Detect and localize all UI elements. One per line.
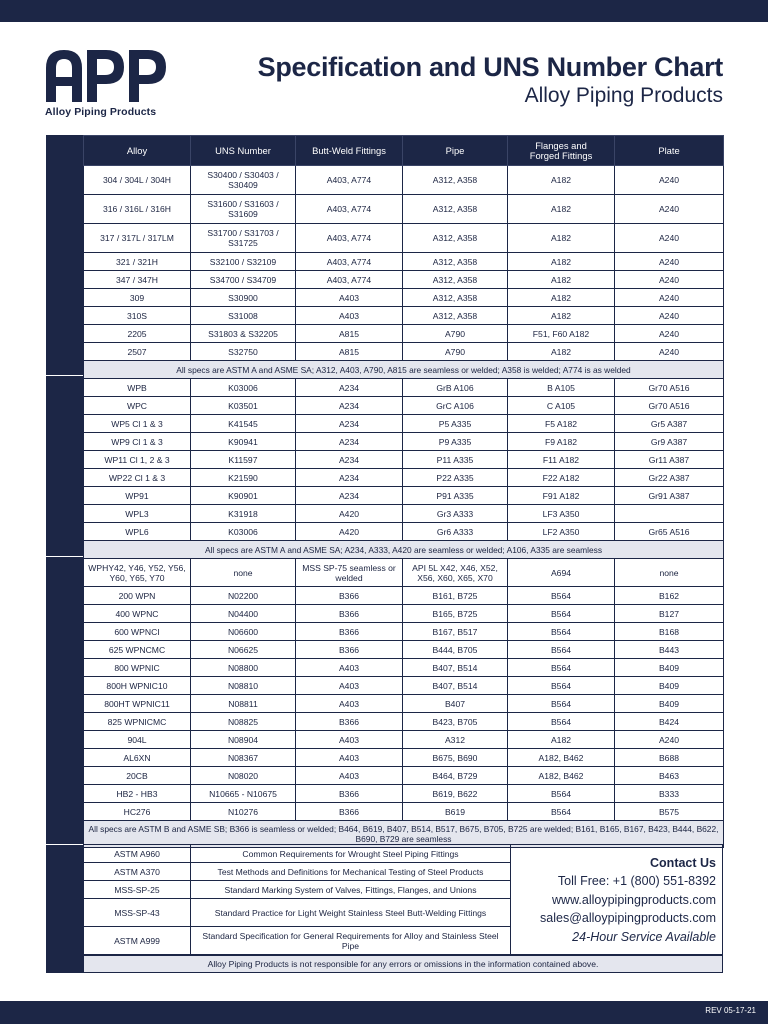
cell-flanges: A182: [508, 271, 615, 289]
cell-pipe: A790: [403, 325, 508, 343]
cell-flanges: B564: [508, 713, 615, 731]
contact-website[interactable]: www.alloypipingproducts.com: [552, 892, 716, 907]
cell-plate: A240: [615, 343, 724, 361]
table-note: All specs are ASTM A and ASME SA; A234, A333, A420 are seamless or welded; A106, A335 are seamless: [84, 541, 724, 559]
cell-pipe: B464, B729: [403, 767, 508, 785]
cell-uns: S32100 / S32109: [191, 253, 296, 271]
table-row: [84, 767, 724, 785]
cell-flanges: F5 A182: [508, 415, 615, 433]
cell-buttweld: A403, A774: [296, 195, 403, 224]
cell-buttweld: A403: [296, 307, 403, 325]
cell-alloy: 200 WPN: [84, 587, 191, 605]
cell-buttweld: A403, A774: [296, 253, 403, 271]
table-row: [84, 271, 724, 289]
cell-plate: B127: [615, 605, 724, 623]
col-header-plate: Plate: [615, 136, 724, 166]
logo-tagline: Alloy Piping Products: [45, 106, 157, 118]
cell-flanges: F9 A182: [508, 433, 615, 451]
standard-row: [84, 863, 511, 881]
table-row: [84, 307, 724, 325]
standard-row: [84, 881, 511, 899]
page-subtitle: Alloy Piping Products: [524, 84, 723, 107]
cell-pipe: GrC A106: [403, 397, 508, 415]
cell-alloy: 321 / 321H: [84, 253, 191, 271]
cell-plate: B333: [615, 785, 724, 803]
cell-uns: K21590: [191, 469, 296, 487]
cell-plate: A240: [615, 289, 724, 307]
cell-buttweld: MSS SP-75 seamless or welded: [296, 559, 403, 587]
table-row: [84, 677, 724, 695]
table-row: [84, 641, 724, 659]
cell-alloy: 904L: [84, 731, 191, 749]
cell-uns: N06625: [191, 641, 296, 659]
standard-description: Standard Specification for General Requirements for Alloy and Stainless Steel Pipe: [191, 927, 511, 955]
cell-buttweld: A234: [296, 469, 403, 487]
standard-code: MSS-SP-25: [84, 881, 191, 899]
cell-uns: N02200: [191, 587, 296, 605]
strip-divider: [46, 844, 83, 845]
cell-flanges: B564: [508, 587, 615, 605]
cell-plate: B688: [615, 749, 724, 767]
cell-alloy: WPL6: [84, 523, 191, 541]
cell-pipe: P91 A335: [403, 487, 508, 505]
cell-pipe: API 5L X42, X46, X52, X56, X60, X65, X70: [403, 559, 508, 587]
cell-buttweld: A420: [296, 505, 403, 523]
cell-plate: B168: [615, 623, 724, 641]
cell-uns: S30900: [191, 289, 296, 307]
cell-flanges: B564: [508, 677, 615, 695]
cell-buttweld: A234: [296, 415, 403, 433]
table-row: [84, 166, 724, 195]
contact-heading: Contact Us: [650, 856, 716, 870]
cell-pipe: B407, B514: [403, 659, 508, 677]
cell-buttweld: B366: [296, 641, 403, 659]
cell-uns: K03006: [191, 379, 296, 397]
cell-pipe: P22 A335: [403, 469, 508, 487]
cell-pipe: P9 A335: [403, 433, 508, 451]
cell-buttweld: A234: [296, 379, 403, 397]
cell-buttweld: B366: [296, 713, 403, 731]
cell-uns: N08811: [191, 695, 296, 713]
col-header-uns: UNS Number: [191, 136, 296, 166]
cell-alloy: AL6XN: [84, 749, 191, 767]
cell-alloy: 2205: [84, 325, 191, 343]
cell-buttweld: A403, A774: [296, 224, 403, 253]
cell-pipe: A312, A358: [403, 224, 508, 253]
cell-plate: B409: [615, 659, 724, 677]
cell-alloy: 2507: [84, 343, 191, 361]
cell-uns: none: [191, 559, 296, 587]
cell-plate: Gr70 A516: [615, 379, 724, 397]
cell-alloy: 400 WPNC: [84, 605, 191, 623]
strip-divider: [46, 556, 83, 557]
table-row: [84, 224, 724, 253]
cell-uns: K90941: [191, 433, 296, 451]
cell-pipe: A312, A358: [403, 253, 508, 271]
cell-flanges: B564: [508, 695, 615, 713]
cell-buttweld: B366: [296, 605, 403, 623]
cell-buttweld: A815: [296, 343, 403, 361]
cell-uns: N08800: [191, 659, 296, 677]
cell-flanges: A182: [508, 731, 615, 749]
cell-buttweld: B366: [296, 803, 403, 821]
col-header-alloy: Alloy: [84, 136, 191, 166]
left-navy-strip: [46, 135, 83, 973]
table-row: [84, 731, 724, 749]
bottom-banner: [0, 1001, 768, 1024]
standard-row: [84, 845, 511, 863]
revision-label: REV 05-17-21: [705, 1006, 756, 1015]
cell-flanges: B564: [508, 623, 615, 641]
cell-buttweld: A403: [296, 659, 403, 677]
cell-alloy: 317 / 317L / 317LM: [84, 224, 191, 253]
cell-pipe: B423, B705: [403, 713, 508, 731]
cell-uns: N08810: [191, 677, 296, 695]
table-row: [84, 415, 724, 433]
standard-code: ASTM A370: [84, 863, 191, 881]
cell-flanges: B A105: [508, 379, 615, 397]
table-row: [84, 325, 724, 343]
cell-alloy: 304 / 304L / 304H: [84, 166, 191, 195]
cell-buttweld: B366: [296, 587, 403, 605]
cell-plate: A240: [615, 325, 724, 343]
cell-plate: B463: [615, 767, 724, 785]
header-row: [84, 136, 724, 166]
cell-buttweld: A403, A774: [296, 166, 403, 195]
cell-plate: Gr65 A516: [615, 523, 724, 541]
cell-alloy: 347 / 347H: [84, 271, 191, 289]
table-row: [84, 505, 724, 523]
cell-alloy: 316 / 316L / 316H: [84, 195, 191, 224]
cell-uns: S31008: [191, 307, 296, 325]
cell-alloy: WP11 Cl 1, 2 & 3: [84, 451, 191, 469]
cell-buttweld: B366: [296, 785, 403, 803]
cell-uns: K11597: [191, 451, 296, 469]
cell-pipe: B165, B725: [403, 605, 508, 623]
cell-pipe: A312: [403, 731, 508, 749]
cell-buttweld: A403: [296, 695, 403, 713]
cell-pipe: B444, B705: [403, 641, 508, 659]
table-note: All specs are ASTM A and ASME SA; A312, A403, A790, A815 are seamless or welded; A358 is welded; A774 is as welded: [84, 361, 724, 379]
standard-description: Standard Marking System of Valves, Fittings, Flanges, and Unions: [191, 881, 511, 899]
cell-uns: K03006: [191, 523, 296, 541]
cell-uns: K90901: [191, 487, 296, 505]
cell-plate: Gr5 A387: [615, 415, 724, 433]
cell-pipe: A312, A358: [403, 307, 508, 325]
standards-table: [83, 844, 511, 955]
cell-plate: Gr11 A387: [615, 451, 724, 469]
cell-plate: B575: [615, 803, 724, 821]
cell-pipe: B407: [403, 695, 508, 713]
cell-flanges: A182: [508, 343, 615, 361]
table-row: [84, 559, 724, 587]
table-row: [84, 469, 724, 487]
standard-row: [84, 899, 511, 927]
cell-plate: A240: [615, 253, 724, 271]
table-note: All specs are ASTM B and ASME SB; B366 is seamless or welded; B464, B619, B407, B514, B517, B675, B705, B725 are welded; B161, B165, B167, B423, B444, B622, B690, B729 are seamless: [84, 821, 724, 848]
cell-buttweld: A403: [296, 731, 403, 749]
cell-buttweld: A403: [296, 289, 403, 307]
table-row: [84, 343, 724, 361]
cell-pipe: B619, B622: [403, 785, 508, 803]
cell-buttweld: A403: [296, 767, 403, 785]
cell-flanges: A182: [508, 224, 615, 253]
cell-alloy: WPC: [84, 397, 191, 415]
cell-buttweld: A234: [296, 433, 403, 451]
cell-plate: B409: [615, 695, 724, 713]
table-row: [84, 253, 724, 271]
table-row: [84, 523, 724, 541]
col-header-flanges: Flanges and Forged Fittings: [508, 136, 615, 166]
table-row: [84, 713, 724, 731]
cell-flanges: F22 A182: [508, 469, 615, 487]
cell-uns: K31918: [191, 505, 296, 523]
cell-alloy: 800H WPNIC10: [84, 677, 191, 695]
table-row: [84, 785, 724, 803]
cell-alloy: 310S: [84, 307, 191, 325]
cell-pipe: A790: [403, 343, 508, 361]
cell-pipe: B407, B514: [403, 677, 508, 695]
table-row: [84, 397, 724, 415]
cell-pipe: Gr6 A333: [403, 523, 508, 541]
cell-plate: [615, 505, 724, 523]
disclaimer: Alloy Piping Products is not responsible for any errors or omissions in the information contained above.: [83, 955, 723, 973]
cell-buttweld: A234: [296, 487, 403, 505]
cell-alloy: 825 WPNICMC: [84, 713, 191, 731]
cell-plate: Gr9 A387: [615, 433, 724, 451]
cell-flanges: A182: [508, 307, 615, 325]
table-row: [84, 605, 724, 623]
cell-alloy: WP22 Cl 1 & 3: [84, 469, 191, 487]
cell-alloy: WP5 Cl 1 & 3: [84, 415, 191, 433]
cell-buttweld: A815: [296, 325, 403, 343]
cell-pipe: A312, A358: [403, 166, 508, 195]
cell-uns: N08904: [191, 731, 296, 749]
cell-alloy: WPB: [84, 379, 191, 397]
table-note-row: [84, 541, 724, 559]
cell-plate: B443: [615, 641, 724, 659]
cell-flanges: F11 A182: [508, 451, 615, 469]
table-row: [84, 451, 724, 469]
cell-plate: A240: [615, 271, 724, 289]
table-row: [84, 623, 724, 641]
cell-flanges: B564: [508, 641, 615, 659]
table-row: [84, 487, 724, 505]
cell-pipe: GrB A106: [403, 379, 508, 397]
cell-buttweld: A403: [296, 677, 403, 695]
cell-buttweld: A403: [296, 749, 403, 767]
cell-uns: N04400: [191, 605, 296, 623]
cell-flanges: A694: [508, 559, 615, 587]
contact-email[interactable]: sales@alloypipingproducts.com: [540, 911, 716, 925]
cell-flanges: B564: [508, 803, 615, 821]
top-banner: [0, 0, 768, 22]
cell-flanges: A182: [508, 253, 615, 271]
cell-alloy: WPHY42, Y46, Y52, Y56, Y60, Y65, Y70: [84, 559, 191, 587]
standard-description: Test Methods and Definitions for Mechanical Testing of Steel Products: [191, 863, 511, 881]
standard-code: MSS-SP-43: [84, 899, 191, 927]
standard-row: [84, 927, 511, 955]
cell-uns: N10276: [191, 803, 296, 821]
cell-pipe: P5 A335: [403, 415, 508, 433]
cell-alloy: 600 WPNCI: [84, 623, 191, 641]
cell-alloy: 800HT WPNIC11: [84, 695, 191, 713]
cell-plate: A240: [615, 307, 724, 325]
table-row: [84, 195, 724, 224]
cell-flanges: A182, B462: [508, 767, 615, 785]
cell-plate: A240: [615, 731, 724, 749]
cell-flanges: B564: [508, 605, 615, 623]
cell-alloy: WPL3: [84, 505, 191, 523]
col-header-pipe: Pipe: [403, 136, 508, 166]
cell-flanges: B564: [508, 659, 615, 677]
cell-uns: N08367: [191, 749, 296, 767]
cell-plate: B409: [615, 677, 724, 695]
table-row: [84, 659, 724, 677]
cell-pipe: B619: [403, 803, 508, 821]
cell-plate: A240: [615, 224, 724, 253]
cell-alloy: WP91: [84, 487, 191, 505]
col-header-buttweld: Butt-Weld Fittings: [296, 136, 403, 166]
contact-box: [510, 844, 723, 955]
standard-code: ASTM A999: [84, 927, 191, 955]
cell-flanges: F51, F60 A182: [508, 325, 615, 343]
cell-pipe: B675, B690: [403, 749, 508, 767]
cell-flanges: LF2 A350: [508, 523, 615, 541]
cell-buttweld: A403, A774: [296, 271, 403, 289]
cell-plate: A240: [615, 195, 724, 224]
cell-pipe: Gr3 A333: [403, 505, 508, 523]
contact-service: 24-Hour Service Available: [572, 929, 716, 944]
cell-buttweld: A420: [296, 523, 403, 541]
cell-plate: B162: [615, 587, 724, 605]
cell-uns: N06600: [191, 623, 296, 641]
cell-plate: Gr70 A516: [615, 397, 724, 415]
cell-uns: S34700 / S34709: [191, 271, 296, 289]
table-note-row: [84, 361, 724, 379]
cell-alloy: WP9 Cl 1 & 3: [84, 433, 191, 451]
cell-flanges: A182, B462: [508, 749, 615, 767]
cell-plate: none: [615, 559, 724, 587]
cell-plate: Gr22 A387: [615, 469, 724, 487]
cell-uns: N08020: [191, 767, 296, 785]
standard-description: Standard Practice for Light Weight Stainless Steel Butt-Welding Fittings: [191, 899, 511, 927]
cell-alloy: 800 WPNIC: [84, 659, 191, 677]
table-row: [84, 587, 724, 605]
spec-table: [83, 135, 724, 848]
page-title: Specification and UNS Number Chart: [257, 52, 723, 82]
cell-flanges: F91 A182: [508, 487, 615, 505]
cell-uns: S32750: [191, 343, 296, 361]
cell-uns: N08825: [191, 713, 296, 731]
cell-uns: K03501: [191, 397, 296, 415]
cell-flanges: LF3 A350: [508, 505, 615, 523]
table-row: [84, 289, 724, 307]
cell-pipe: B167, B517: [403, 623, 508, 641]
cell-buttweld: A234: [296, 451, 403, 469]
cell-plate: B424: [615, 713, 724, 731]
cell-plate: A240: [615, 166, 724, 195]
cell-pipe: P11 A335: [403, 451, 508, 469]
cell-pipe: A312, A358: [403, 271, 508, 289]
cell-buttweld: B366: [296, 623, 403, 641]
cell-alloy: 309: [84, 289, 191, 307]
cell-uns: S31803 & S32205: [191, 325, 296, 343]
cell-plate: Gr91 A387: [615, 487, 724, 505]
cell-flanges: A182: [508, 166, 615, 195]
table-row: [84, 379, 724, 397]
cell-buttweld: A234: [296, 397, 403, 415]
cell-uns: S30400 / S30403 / S30409: [191, 166, 296, 195]
cell-uns: K41545: [191, 415, 296, 433]
standard-code: ASTM A960: [84, 845, 191, 863]
table-row: [84, 803, 724, 821]
standard-description: Common Requirements for Wrought Steel Piping Fittings: [191, 845, 511, 863]
table-row: [84, 433, 724, 451]
cell-flanges: B564: [508, 785, 615, 803]
cell-pipe: B161, B725: [403, 587, 508, 605]
strip-divider: [46, 375, 83, 376]
cell-alloy: HB2 - HB3: [84, 785, 191, 803]
cell-uns: S31700 / S31703 / S31725: [191, 224, 296, 253]
cell-flanges: A182: [508, 195, 615, 224]
cell-alloy: 20CB: [84, 767, 191, 785]
cell-alloy: HC276: [84, 803, 191, 821]
table-row: [84, 749, 724, 767]
cell-flanges: A182: [508, 289, 615, 307]
cell-flanges: C A105: [508, 397, 615, 415]
cell-uns: S31600 / S31603 / S31609: [191, 195, 296, 224]
contact-phone[interactable]: Toll Free: +1 (800) 551-8392: [557, 874, 716, 888]
cell-alloy: 625 WPNCMC: [84, 641, 191, 659]
cell-uns: N10665 - N10675: [191, 785, 296, 803]
cell-pipe: A312, A358: [403, 289, 508, 307]
table-row: [84, 695, 724, 713]
cell-pipe: A312, A358: [403, 195, 508, 224]
